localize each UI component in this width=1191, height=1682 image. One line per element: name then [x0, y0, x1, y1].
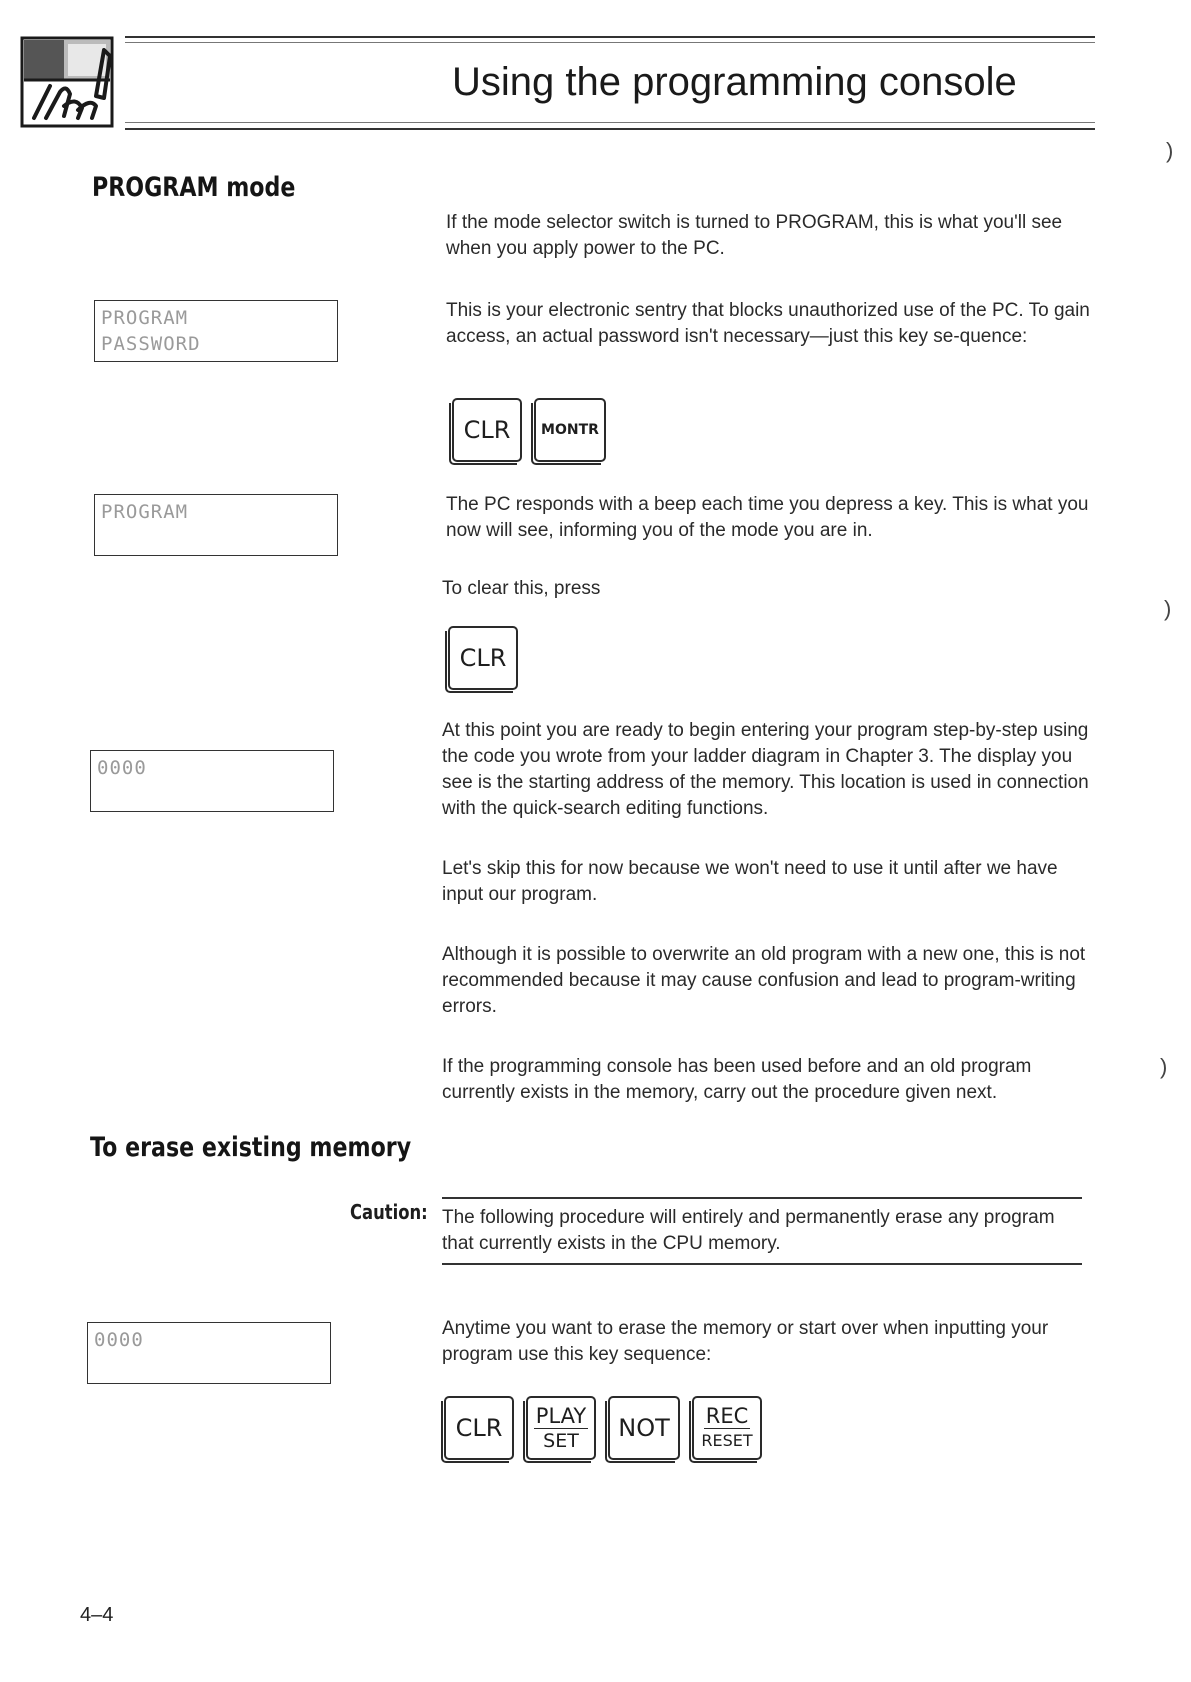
clr-key-label: CLR	[455, 1414, 503, 1442]
montr-key-label: MONTR	[541, 422, 599, 438]
clr-key-erase[interactable]	[444, 1396, 514, 1460]
lcd-line: 0000	[97, 757, 147, 779]
header-rule-bottom-thin	[125, 122, 1095, 123]
paragraph-power-on: If the mode selector switch is turned to PROGRAM, this is what you'll see when you apply power to the PC.	[446, 212, 1063, 259]
lcd-display-erase	[87, 1322, 331, 1384]
lcd-display-password	[94, 300, 338, 362]
clr-key-label: CLR	[463, 416, 511, 444]
margin-mark: )	[1164, 596, 1172, 621]
caution-box	[442, 1197, 1082, 1265]
lcd-line: PROGRAM	[101, 307, 189, 329]
clr-key-label: CLR	[459, 644, 507, 672]
rec-key-label: REC	[705, 1403, 749, 1428]
page-title: Using the programming console	[452, 60, 1017, 104]
paragraph-overwrite: Although it is possible to overwrite an old program with a new one, this is not recommended because it may cause confusion and lead to program-writing errors.	[442, 944, 1086, 1017]
play-set-key[interactable]	[526, 1396, 596, 1460]
not-key-label: NOT	[618, 1414, 670, 1442]
lcd-display-program	[94, 494, 338, 556]
section-heading-program-mode: PROGRAM mode	[92, 172, 296, 203]
caution-label: Caution:	[350, 1200, 428, 1224]
lcd-line: PASSWORD	[101, 333, 201, 355]
header-rule-top-thin	[125, 42, 1095, 43]
hand-pointer-logo-icon	[20, 36, 114, 128]
header-rule-bottom	[125, 128, 1095, 130]
paragraph-skip-for-now: Let's skip this for now because we won't need to use it until after we have input our program.	[442, 858, 1058, 905]
lcd-line: 0000	[94, 1329, 144, 1351]
margin-mark: )	[1166, 138, 1174, 163]
paragraph-erase-sequence: Anytime you want to erase the memory or start over when inputting your program use this key sequence:	[442, 1318, 1049, 1365]
header-rule-top	[125, 36, 1095, 38]
margin-mark: )	[1160, 1054, 1168, 1079]
play-key-label: PLAY	[535, 1403, 587, 1428]
lcd-display-address	[90, 750, 334, 812]
paragraph-electronic-sentry: This is your electronic sentry that blocks unauthorized use of the PC. To gain access, an actual password isn't necessary—just this key se-quence:	[446, 300, 1090, 347]
lcd-line: PROGRAM	[101, 501, 189, 523]
caution-text: The following procedure will entirely and permanently erase any program that currently exists in the CPU memory.	[442, 1207, 1055, 1254]
set-key-label: SET	[543, 1429, 579, 1452]
paragraph-beep: The PC responds with a beep each time you depress a key. This is what you now will see, informing you of the mode you are in.	[446, 494, 1089, 541]
page-number: 4–4	[80, 1604, 114, 1626]
rec-reset-key[interactable]	[692, 1396, 762, 1460]
paragraph-old-program: If the programming console has been used before and an old program currently exists in the memory, carry out the procedure given next.	[442, 1056, 1032, 1103]
paragraph-ready-to-begin: At this point you are ready to begin entering your program step-by-step using the code you wrote from your ladder diagram in Chapter 3. The display you see is the starting address of the memory. This location is used in connection with the quick-search editing functions.	[442, 720, 1089, 819]
clr-key-single[interactable]	[448, 626, 518, 690]
not-key[interactable]	[608, 1396, 680, 1460]
reset-key-label: RESET	[701, 1430, 753, 1450]
montr-key[interactable]	[534, 398, 606, 462]
clr-key[interactable]	[452, 398, 522, 462]
paragraph-to-clear: To clear this, press	[442, 578, 601, 599]
section-heading-erase-memory: To erase existing memory	[90, 1132, 412, 1163]
